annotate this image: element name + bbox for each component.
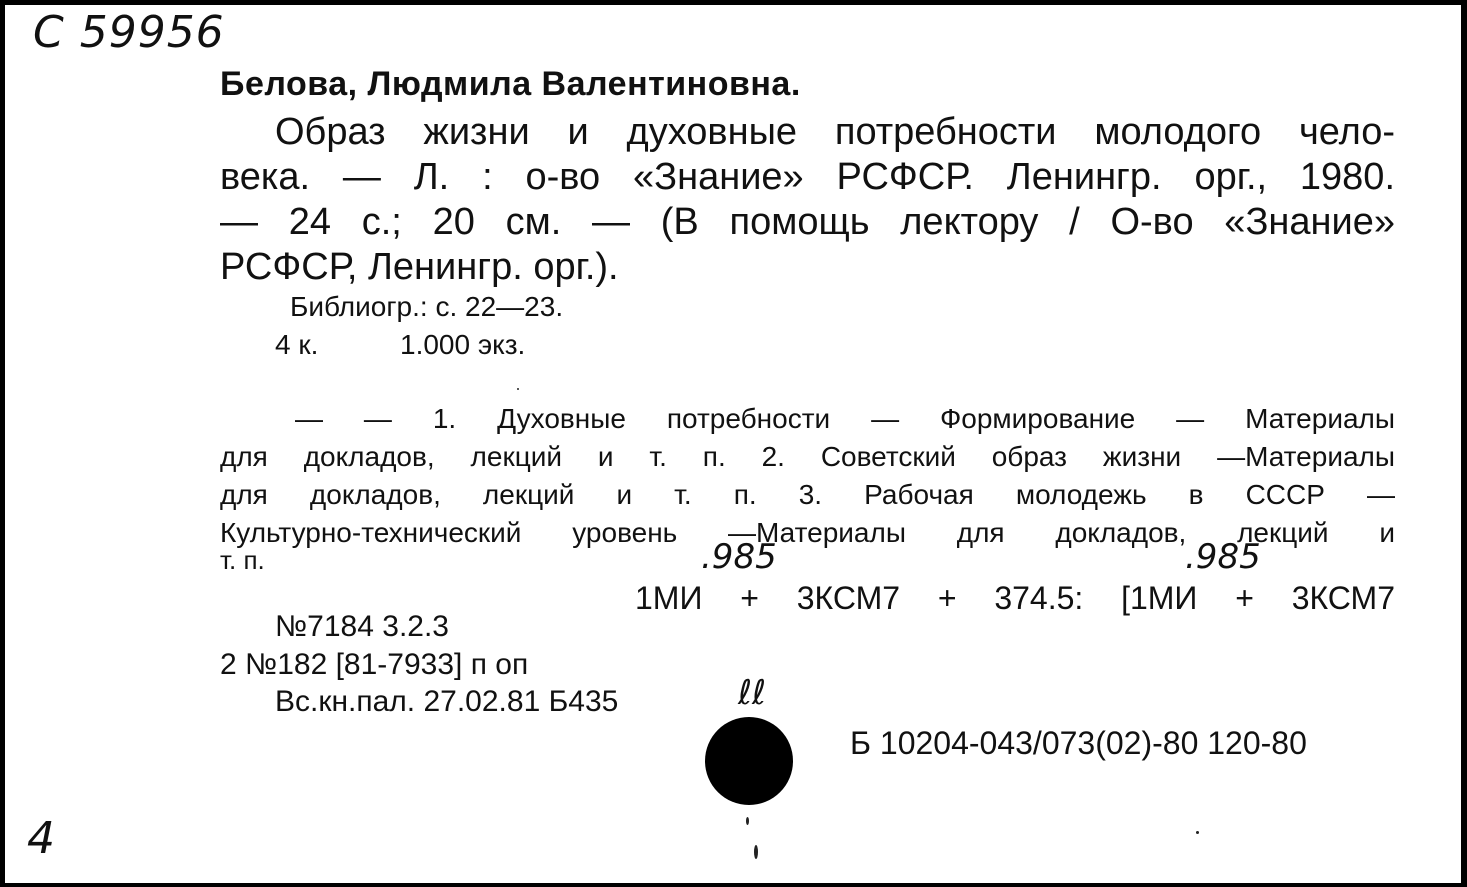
record-number: №7184 3.2.3 bbox=[275, 610, 449, 643]
subjects-line-3: для докладов, лекций и т. п. 3. Рабочая молодежь в СССР — bbox=[220, 479, 1395, 510]
title-line-4: РСФСР, Ленингр. орг.). bbox=[220, 246, 619, 288]
classification-line: 1МИ + 3КСМ7 + 374.5: [1МИ + 3КСМ7 bbox=[635, 580, 1395, 616]
title-line-1: Образ жизни и духовные потребности молодого чело- bbox=[275, 111, 1395, 153]
subjects-line-4: Культурно-технический уровень —Материалы для докладов, лекций и bbox=[220, 517, 1395, 548]
subjects-line-5: т. п. bbox=[220, 545, 265, 575]
handwritten-985-right: .985 bbox=[1185, 537, 1261, 577]
copies: 1.000 экз. bbox=[400, 329, 526, 360]
price: 4 к. bbox=[275, 329, 319, 360]
dust-speck bbox=[754, 845, 758, 859]
book-chamber-line: Вс.кн.пал. 27.02.81 Б435 bbox=[275, 685, 619, 718]
handwritten-985-left: .985 bbox=[701, 537, 777, 577]
author-heading: Белова, Людмила Валентиновна. bbox=[220, 65, 801, 103]
dust-speck bbox=[1196, 831, 1199, 834]
isbn-code: Б 10204-043/073(02)-80 120-80 bbox=[850, 725, 1307, 761]
dust-speck bbox=[746, 817, 749, 825]
punch-hole bbox=[705, 717, 793, 805]
dust-speck bbox=[517, 388, 519, 390]
handwritten-margin-mark: 4 bbox=[27, 813, 55, 864]
subjects-line-2: для докладов, лекций и т. п. 2. Советский образ жизни —Материалы bbox=[220, 441, 1395, 472]
title-line-2: века. — Л. : о-во «Знание» РСФСР. Ленингр. орг., 1980. bbox=[220, 156, 1395, 198]
handwritten-initials: ℓℓ bbox=[738, 673, 767, 713]
handwritten-call-number: С 59956 bbox=[33, 7, 225, 58]
subjects-line-1: — — 1. Духовные потребности — Формирование — Материалы bbox=[295, 403, 1395, 434]
bibliography-note: Библиогр.: с. 22—23. bbox=[290, 291, 564, 322]
order-line: 2 №182 [81-7933] п оп bbox=[220, 648, 529, 681]
title-line-3: — 24 с.; 20 см. — (В помощь лектору / О-во «Знание» bbox=[220, 201, 1395, 243]
